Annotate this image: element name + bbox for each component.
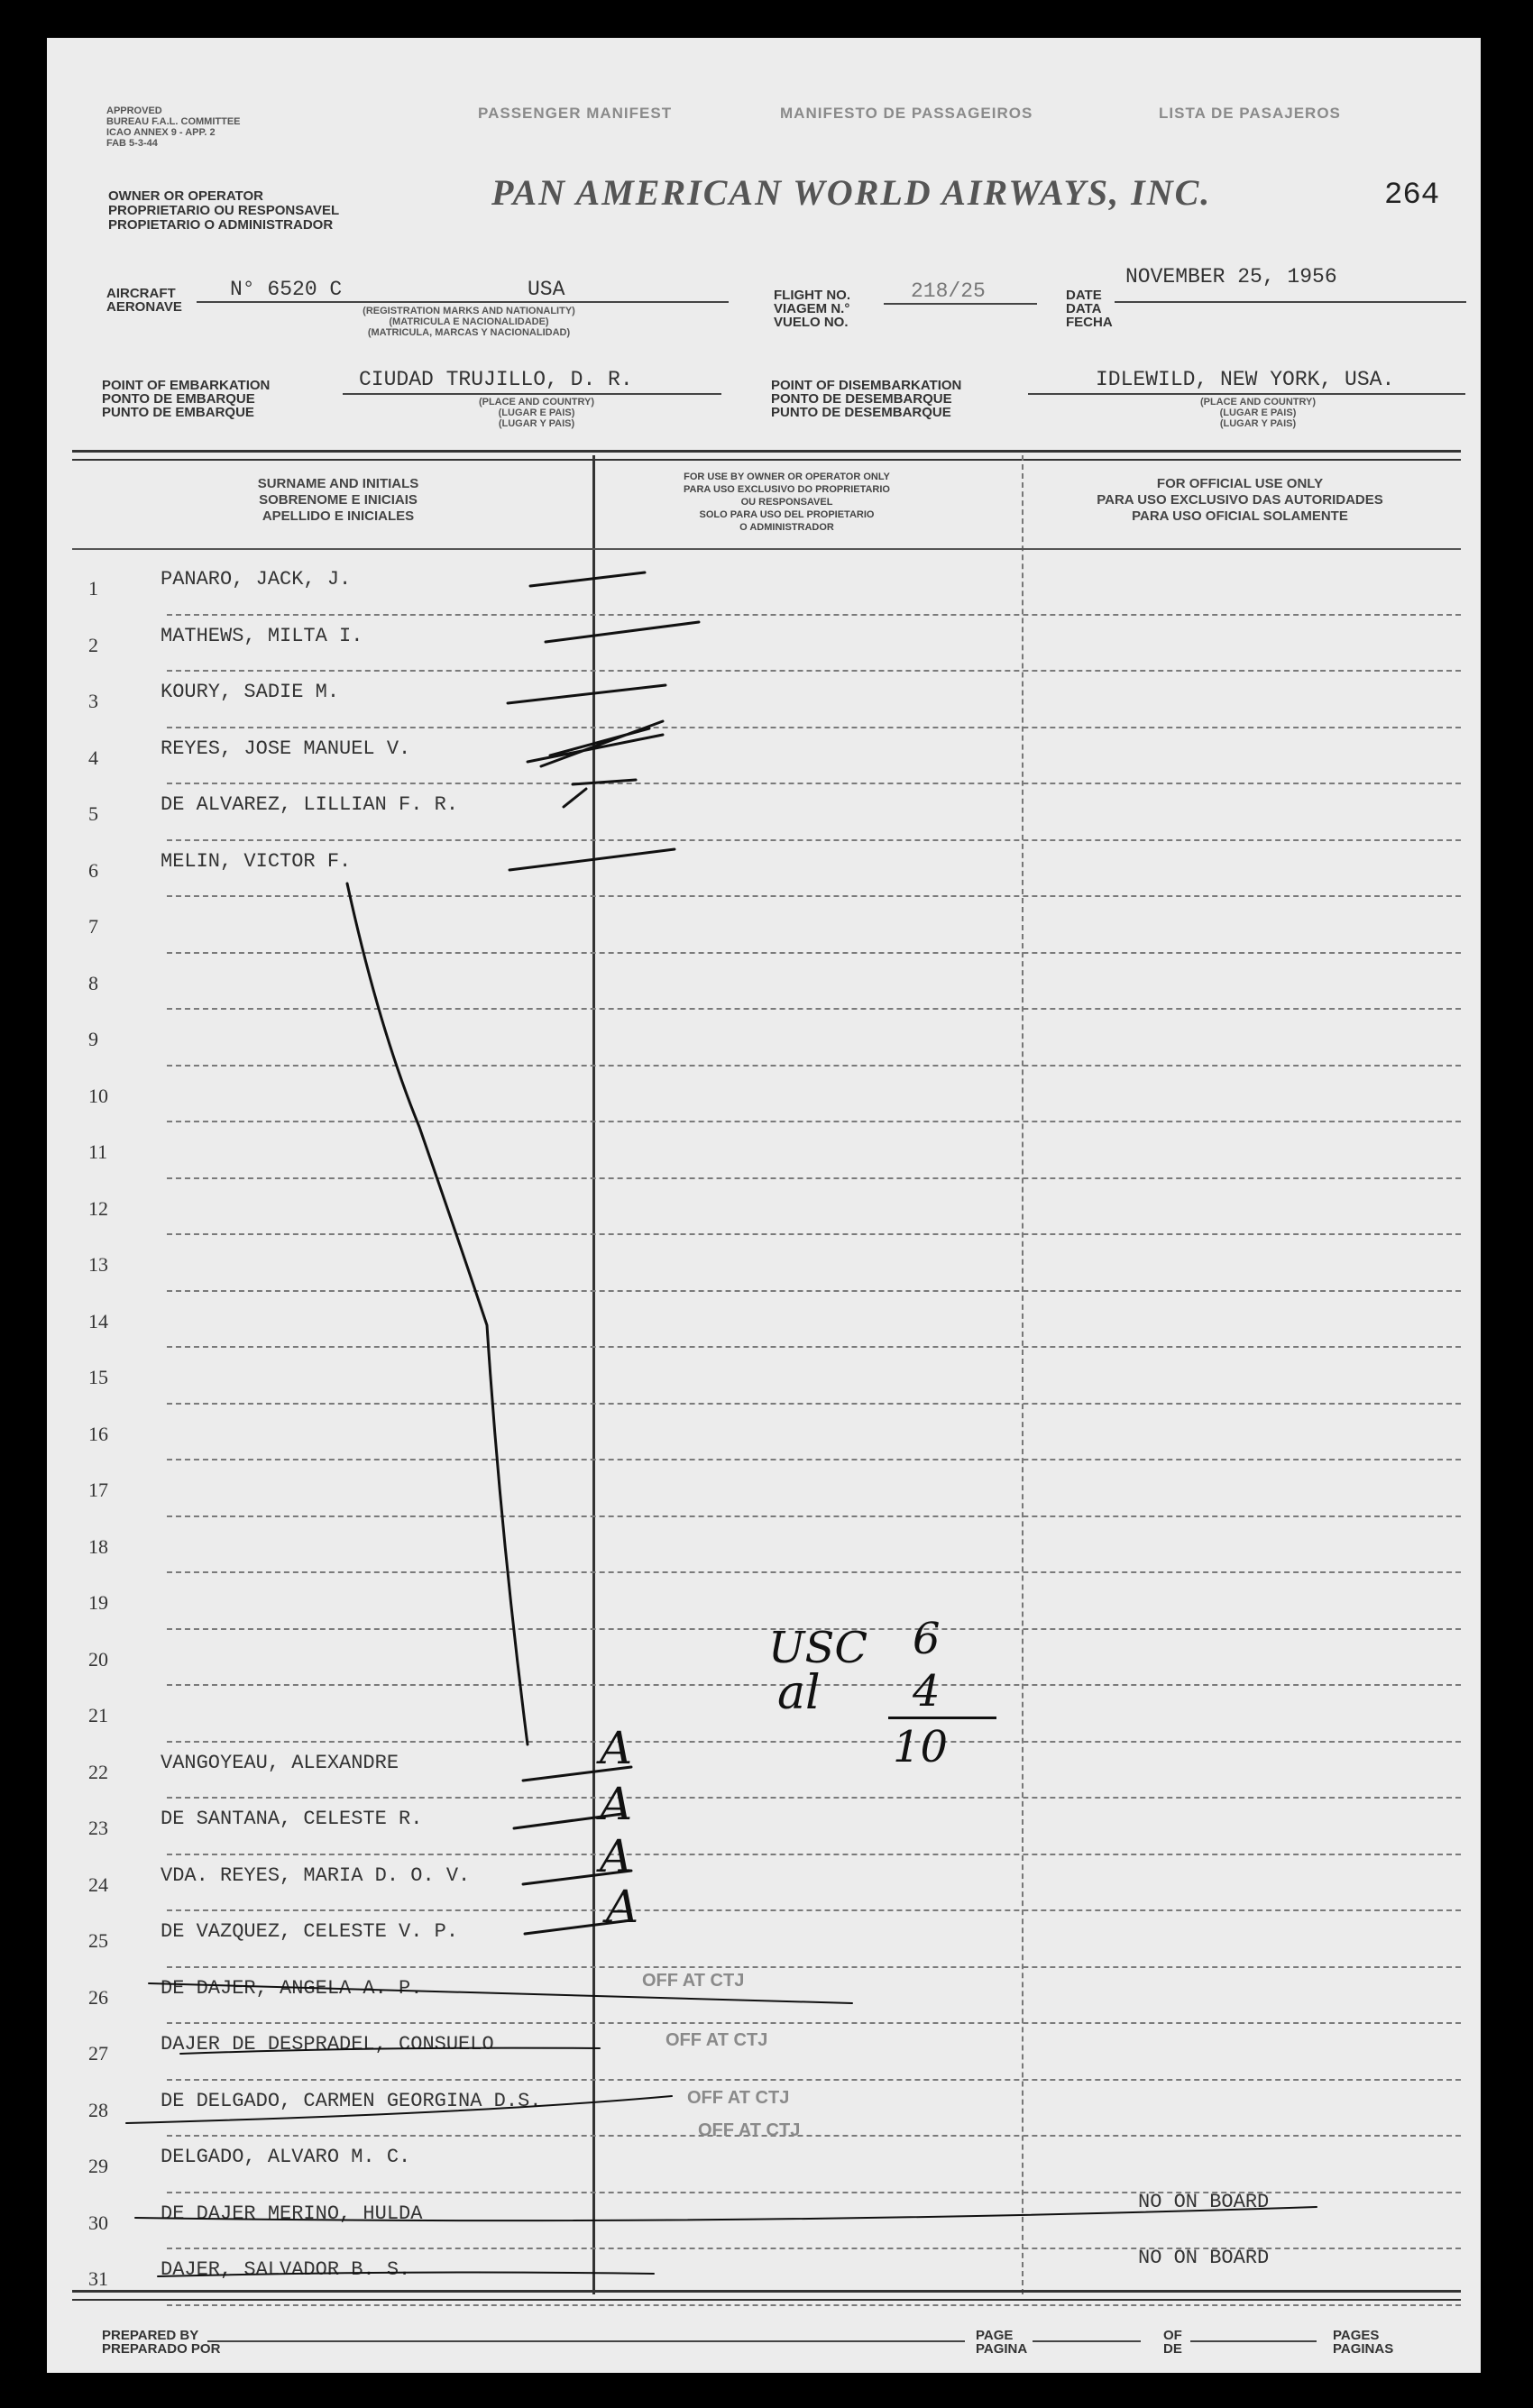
row-number: 21 <box>88 1704 108 1726</box>
date-label-line: DATA <box>1066 301 1102 316</box>
handwritten-mark: A <box>600 1778 633 1830</box>
disembarkation-place: IDLEWILD, NEW YORK, USA. <box>1096 368 1395 391</box>
passenger-name: REYES, JOSE MANUEL V. <box>161 737 411 760</box>
row-number: 17 <box>88 1479 108 1501</box>
handwritten-mark: A <box>606 1881 639 1933</box>
row-number: 29 <box>88 2155 108 2177</box>
flight-label-line: VUELO NO. <box>774 315 849 330</box>
flight-date: NOVEMBER 25, 1956 <box>1125 265 1337 288</box>
footer-of-underline <box>1190 2340 1317 2342</box>
blank-rows-line <box>347 884 528 1744</box>
row-number: 26 <box>88 1985 108 2009</box>
aircraft-caption-line: (MATRICULA, MARCAS Y NACIONALIDAD) <box>367 327 571 338</box>
row-number: 22 <box>88 1760 108 1783</box>
approval-line: ICAO ANNEX 9 - APP. 2 <box>106 127 216 138</box>
footer-of-line: OF <box>1163 2328 1182 2343</box>
row-number: 3 <box>88 690 98 712</box>
check-stroke <box>530 572 645 586</box>
header-manifest-en: PASSENGER MANIFEST <box>478 105 673 122</box>
passenger-name: DE DAJER MERINO, HULDA <box>161 2202 423 2225</box>
flight-number: 218/25 <box>911 279 986 303</box>
row-number: 12 <box>88 1196 108 1220</box>
disembarkation-label-line: PUNTO DE DESEMBARQUE <box>771 405 951 420</box>
passenger-name: DAJER DE DESPRADEL, CONSUELO <box>161 2033 494 2055</box>
handwritten-mark: A <box>600 1722 633 1774</box>
row-number: 7 <box>88 915 98 938</box>
row-number: 20 <box>88 1647 108 1671</box>
row-number: 4 <box>88 746 98 769</box>
row-number: 6 <box>88 858 98 882</box>
row-number: 24 <box>88 1872 108 1896</box>
passenger-name: DAJER, SALVADOR B. S. <box>161 2258 411 2281</box>
column-header-operator-line: OU RESPONSAVEL <box>740 497 833 508</box>
aircraft-label-line: AERONAVE <box>106 299 182 315</box>
note-no-on-board: NO ON BOARD <box>1138 2191 1270 2213</box>
handwritten-al: al <box>777 1666 821 1720</box>
column-header-names-line: SOBRENOME E INICIAIS <box>259 492 418 508</box>
check-scribble <box>528 721 663 766</box>
row-number: 9 <box>88 1028 98 1050</box>
footer-pages-line: PAGES <box>1333 2328 1380 2343</box>
aircraft-registration: N° 6520 C <box>230 278 343 301</box>
embarkation-caption-line: (LUGAR E PAIS) <box>498 407 575 418</box>
check-stroke <box>546 622 699 642</box>
embarkation-caption-line: (LUGAR Y PAIS) <box>498 418 575 429</box>
stamp-off-at-ctj: OFF AT CTJ <box>642 1971 745 1991</box>
embarkation-label-line: PONTO DE EMBARQUE <box>102 391 255 407</box>
passenger-name: VANGOYEAU, ALEXANDRE <box>161 1751 399 1774</box>
row-number: 31 <box>88 2267 108 2290</box>
column-header-names-line: SURNAME AND INITIALS <box>257 476 419 491</box>
passenger-name: DE SANTANA, CELESTE R. <box>161 1808 423 1830</box>
approval-line: FAB 5-3-44 <box>106 138 158 149</box>
disembarkation-label-line: POINT OF DISEMBARKATION <box>771 378 962 393</box>
footer-page-line: PAGINA <box>976 2341 1028 2357</box>
footer-of-label <box>1163 2329 1182 2356</box>
row-number: 14 <box>88 1309 108 1332</box>
footer-page-underline <box>1033 2340 1141 2342</box>
row-number: 25 <box>88 1929 108 1952</box>
flight-label-line: FLIGHT NO. <box>774 288 850 303</box>
row-number: 10 <box>88 1084 108 1107</box>
passenger-name: DE DAJER, ANGELA A. P. <box>161 1976 423 2000</box>
handwritten-usc: USC <box>768 1623 868 1673</box>
column-header-official-line: PARA USO EXCLUSIVO DAS AUTORIDADES <box>1097 492 1383 508</box>
owner-label-line: PROPIETARIO O ADMINISTRADOR <box>108 217 334 233</box>
embarkation-label-line: PUNTO DE EMBARQUE <box>102 405 254 420</box>
strike-line <box>180 2048 600 2054</box>
embarkation-label-line: POINT OF EMBARKATION <box>102 378 271 393</box>
flight-label-line: VIAGEM N.° <box>774 301 850 316</box>
footer-pages-label <box>1333 2329 1393 2356</box>
page-number: 264 <box>1384 179 1440 213</box>
strike-line <box>149 1983 852 2003</box>
approval-line: APPROVED <box>106 105 162 116</box>
stamp-off-at-ctj: OFF AT CTJ <box>687 2088 790 2108</box>
owner-label-line: PROPRIETARIO OU RESPONSAVEL <box>108 203 340 218</box>
aircraft-label-line: AIRCRAFT <box>106 286 176 301</box>
owner-label-line: OWNER OR OPERATOR <box>108 188 263 204</box>
footer-pages-line: PAGINAS <box>1333 2341 1394 2357</box>
check-stroke <box>525 1920 631 1934</box>
row-number: 11 <box>88 1140 108 1163</box>
footer-page-line: PAGE <box>976 2328 1014 2343</box>
passenger-name: DE DELGADO, CARMEN GEORGINA D.S. <box>161 2089 542 2112</box>
strike-line <box>158 2273 654 2276</box>
row-number: 27 <box>88 2042 108 2065</box>
check-stroke <box>523 1871 631 1884</box>
note-no-on-board: NO ON BOARD <box>1138 2247 1270 2269</box>
passenger-name: DE VAZQUEZ, CELESTE V. P. <box>161 1920 459 1943</box>
row-number: 1 <box>88 577 98 600</box>
column-header-official-line: PARA USO OFICIAL SOLAMENTE <box>1132 508 1348 524</box>
disembarkation-caption-line: (LUGAR E PAIS) <box>1219 407 1297 418</box>
passenger-name: KOURY, SADIE M. <box>161 681 340 703</box>
disembarkation-caption-line: (PLACE AND COUNTRY) <box>1199 397 1317 407</box>
footer-prepared-underline <box>207 2340 965 2342</box>
handwritten-mark: A <box>600 1830 633 1882</box>
column-header-operator-line: PARA USO EXCLUSIVO DO PROPRIETARIO <box>684 484 890 495</box>
check-stroke <box>508 685 666 703</box>
passenger-name: PANARO, JACK, J. <box>161 568 352 591</box>
footer-page-label <box>976 2329 1027 2356</box>
passenger-name: MATHEWS, MILTA I. <box>161 624 363 647</box>
disembarkation-label-line: PONTO DE DESEMBARQUE <box>771 391 952 407</box>
passenger-name: DE ALVAREZ, LILLIAN F. R. <box>161 793 459 816</box>
footer-prepared-label <box>102 2329 220 2356</box>
strike-line <box>126 2096 672 2123</box>
column-header-names-line: APELLIDO E INICIALES <box>262 508 415 524</box>
footer-prepared-line: PREPARED BY <box>102 2328 199 2343</box>
row-number: 16 <box>88 1422 108 1445</box>
handwritten-total: 10 <box>893 1722 949 1772</box>
approval-line: BUREAU F.A.L. COMMITTEE <box>106 116 241 127</box>
check-stroke <box>564 780 636 807</box>
header-manifest-es: LISTA DE PASAJEROS <box>1159 105 1341 122</box>
column-header-official-line: FOR OFFICIAL USE ONLY <box>1156 476 1324 491</box>
passenger-name: DELGADO, ALVARO M. C. <box>161 2146 411 2168</box>
check-stroke <box>509 849 675 870</box>
airline-name: PAN AMERICAN WORLD AIRWAYS, INC. <box>491 172 1212 213</box>
footer-of-line: DE <box>1163 2341 1182 2357</box>
disembarkation-caption-line: (LUGAR Y PAIS) <box>1219 418 1297 429</box>
check-stroke <box>514 1814 622 1828</box>
row-number: 2 <box>88 633 98 656</box>
stamp-off-at-ctj: OFF AT CTJ <box>666 2030 768 2050</box>
column-header-operator-line: FOR USE BY OWNER OR OPERATOR ONLY <box>684 472 890 482</box>
row-number: 23 <box>88 1817 108 1839</box>
row-number: 15 <box>88 1366 108 1388</box>
date-label-line: FECHA <box>1066 315 1113 330</box>
row-number: 30 <box>88 2211 108 2234</box>
table-bottom-rule <box>72 2290 1461 2301</box>
check-stroke <box>523 1767 631 1781</box>
handwritten-count-usc: 6 <box>913 1614 941 1664</box>
column-header-operator-line: O ADMINISTRADOR <box>739 522 834 533</box>
date-label-line: DATE <box>1066 288 1102 303</box>
embarkation-caption-line: (PLACE AND COUNTRY) <box>478 397 595 407</box>
header-manifest-pt: MANIFESTO DE PASSAGEIROS <box>780 105 1033 122</box>
row-number: 19 <box>88 1591 108 1614</box>
row-number: 8 <box>88 971 98 994</box>
aircraft-caption-line: (MATRICULA E NACIONALIDADE) <box>389 316 549 327</box>
strike-line <box>135 2207 1317 2220</box>
row-number: 5 <box>88 802 98 825</box>
aircraft-nationality: USA <box>528 278 565 301</box>
row-number: 18 <box>88 1534 108 1558</box>
handwritten-count-al: 4 <box>913 1666 941 1717</box>
embarkation-place: CIUDAD TRUJILLO, D. R. <box>359 368 633 391</box>
column-header-operator-line: SOLO PARA USO DEL PROPIETARIO <box>699 509 875 520</box>
row-number: 28 <box>88 2098 108 2121</box>
footer-prepared-line: PREPARADO POR <box>102 2341 221 2357</box>
stamp-off-at-ctj: OFF AT CTJ <box>698 2120 801 2140</box>
row-number: 13 <box>88 1253 108 1276</box>
aircraft-caption-line: (REGISTRATION MARKS AND NATIONALITY) <box>363 306 575 316</box>
passenger-name: VDA. REYES, MARIA D. O. V. <box>161 1863 471 1887</box>
passenger-name: MELIN, VICTOR F. <box>161 849 352 873</box>
